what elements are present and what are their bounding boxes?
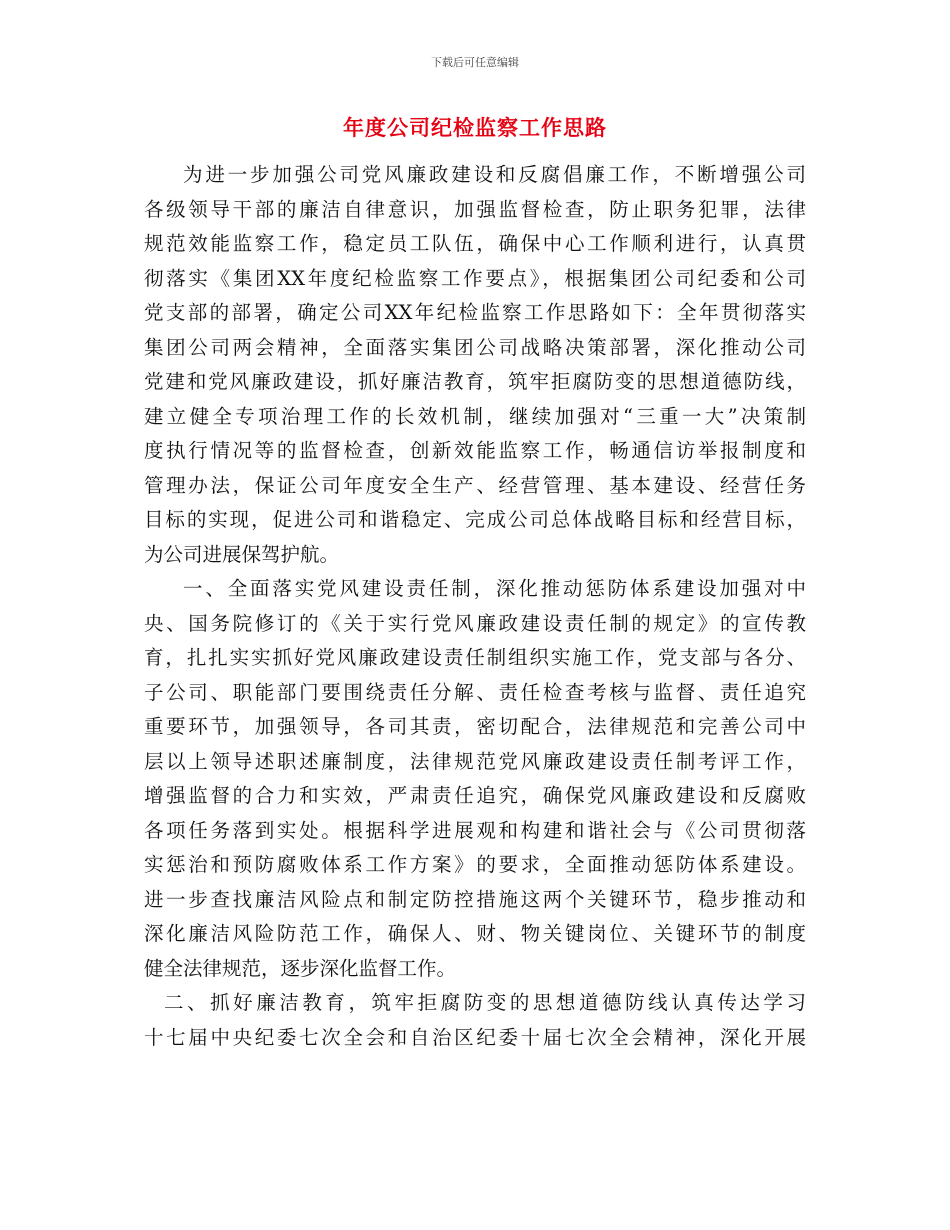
paragraph-line: 集团公司两会精神，全面落实集团公司战略决策部署，深化推动公司: [144, 335, 806, 359]
paragraph-line: 管理办法，保证公司年度安全生产、经营管理、基本建设、经营任务: [144, 473, 806, 497]
paragraph-line: 各项任务落到实处。根据科学进展观和构建和谐社会与《公司贯彻落: [144, 818, 806, 842]
paragraph-line: 进一步查找廉洁风险点和制定防控措施这两个关键环节，稳步推动和: [144, 887, 806, 911]
paragraph-line: 实惩治和预防腐败体系工作方案》的要求，全面推动惩防体系建设。: [144, 853, 806, 876]
paragraph: [144, 986, 806, 1055]
page-header: 下载后可任意编辑: [431, 56, 519, 69]
paragraph-line: 育，扎扎实实抓好党风廉政建设责任制组织实施工作，党支部与各分、: [144, 646, 806, 669]
paragraph-line: 度执行情况等的监督检查，创新效能监察工作，畅通信访举报制度和: [144, 439, 806, 462]
paragraph-line: 目标的实现，促进公司和谐稳定、完成公司总体战略目标和经营目标，: [144, 508, 806, 531]
paragraph-line: 彻落实《集团XX年度纪检监察工作要点》，根据集团公司纪委和公司: [144, 266, 806, 290]
paragraph-line: 子公司、职能部门要围绕责任分解、责任检查考核与监督、责任追究: [144, 680, 806, 704]
paragraph-line: 规范效能监察工作，稳定员工队伍，确保中心工作顺利进行，认真贯: [144, 232, 806, 255]
paragraph-line: 健全法律规范，逐步深化监督工作。: [144, 956, 457, 980]
paragraph-line: 为进一步加强公司党风廉政建设和反腐倡廉工作，不断增强公司: [183, 163, 806, 186]
paragraph-line: 增强监督的合力和实效，严肃责任追究，确保党风廉政建设和反腐败: [144, 784, 806, 807]
paragraph-line: 一、全面落实党风建设责任制，深化推动惩防体系建设加强对中: [183, 577, 806, 600]
paragraph-line: 为公司进展保驾护航。: [144, 542, 340, 566]
paragraph-line: 层以上领导述职述廉制度，法律规范党风廉政建设责任制考评工作，: [144, 749, 806, 773]
paragraph: [144, 158, 806, 572]
paragraph-line: 二、抓好廉洁教育，筑牢拒腐防变的思想道德防线认真传达学习: [164, 991, 806, 1014]
paragraph-line: 重要环节，加强领导，各司其责，密切配合，法律规范和完善公司中: [144, 715, 806, 738]
paragraph-line: 建立健全专项治理工作的长效机制，继续加强对“三重一大”决策制: [144, 404, 806, 428]
paragraph-line: 党支部的部署，确定公司XX年纪检监察工作思路如下：全年贯彻落实: [144, 301, 806, 324]
paragraph: [144, 572, 806, 986]
paragraph-line: 深化廉洁风险防范工作，确保人、财、物关键岗位、关键环节的制度: [144, 922, 806, 945]
document-body: [144, 158, 806, 1055]
document-title: 年度公司纪检监察工作思路: [343, 116, 607, 140]
paragraph-line: 党建和党风廉政建设，抓好廉洁教育，筑牢拒腐防变的思想道德防线，: [144, 370, 806, 393]
paragraph-line: 央、国务院修订的《关于实行党风廉政建设责任制的规定》的宣传教: [144, 611, 806, 635]
paragraph-line: 各级领导干部的廉洁自律意识，加强监督检查，防止职务犯罪，法律: [144, 197, 806, 221]
paragraph-line: 十七届中央纪委七次全会和自治区纪委十届七次全会精神，深化开展: [144, 1025, 806, 1049]
